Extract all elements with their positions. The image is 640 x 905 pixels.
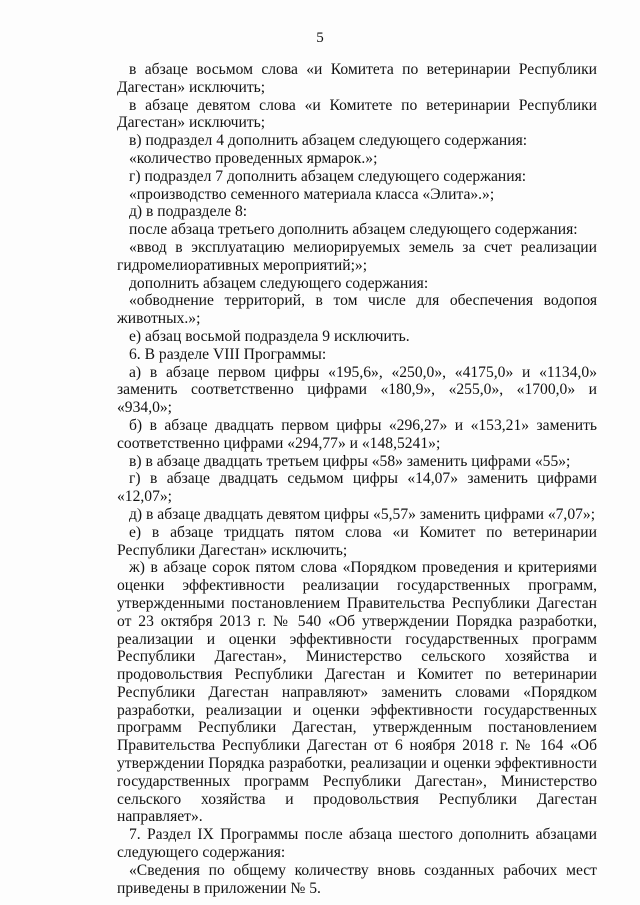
paragraph: б) в абзаце двадцать первом цифры «296,27» и «153,21» заменить соответственно цифрами «294,77» и «148,5241»; [117, 416, 597, 452]
paragraph: д) в подразделе 8: [129, 203, 248, 221]
paragraph: дополнить абзацем следующего содержания: [129, 274, 429, 292]
paragraph: в абзаце девятом слова «и Комитете по ветеринарии Республики Дагестан» исключить; [117, 96, 597, 132]
paragraph: а) в абзаце первом цифры «195,6», «250,0», «4175,0» и «1134,0» заменить соответственно цифрами «180,9», «255,0», «1700,0» и «934,0»; [117, 363, 597, 417]
paragraph: е) абзац восьмой подраздела 9 исключить. [129, 327, 410, 345]
paragraph: «количество проведенных ярмарок.»; [129, 149, 378, 167]
paragraph: после абзаца третьего дополнить абзацем следующего содержания: [129, 221, 578, 239]
paragraph: в абзаце восьмом слова «и Комитета по ветеринарии Республики Дагестан» исключить; [117, 61, 597, 96]
paragraph: д) в абзаце двадцать девятом цифры «5,57» заменить цифрами «7,07»; [129, 505, 596, 523]
paragraph: ж) в абзаце сорок пятом слова «Порядком проведения и критериями оценки эффективности реализации государственных программ, утвержденными постановлением Правительства Республики Дагестан от 23 октября 2013 г. № 540 «Об утверждении Порядка разработки, реализации и оценки эффективности государственных программ Республики Дагестан», Министерство сельского хозяйства и продовольствия Республики Дагестан и Комитет по ветеринарии Республики Дагестан направляют» заменить словами «Порядком разработки, реализации и оценки эффективности государственных программ Республики Дагестан, утвержденным постановлением Правительства Республики Дагестан от 6 ноября 2018 г. № 164 «Об утверждении Порядка разработки, реализации и оценки эффективности государственных программ Республики Дагестан», Министерство сельского хозяйства и продовольствия Республики Дагестан направляет». [117, 559, 597, 826]
paragraph: 7. Раздел IX Программы после абзаца шестого дополнить абзацами следующего содержания: [117, 826, 597, 862]
page-number: 5 [316, 30, 324, 46]
paragraph: «производство семенного материала класса «Элита».»; [129, 185, 495, 203]
paragraph: «ввод в эксплуатацию мелиорируемых земель за счет реализации гидромелиоративных мероприятий;»; [117, 238, 597, 274]
paragraph: г) подраздел 7 дополнить абзацем следующего содержания: [129, 167, 527, 185]
paragraph: в) в абзаце двадцать третьем цифры «58» заменить цифрами «55»; [129, 452, 571, 470]
document-body [117, 61, 597, 897]
paragraph: в) подраздел 4 дополнить абзацем следующего содержания: [129, 132, 528, 150]
paragraph: г) в абзаце двадцать седьмом цифры «14,07» заменить цифрами «12,07»; [117, 470, 597, 506]
paragraph: е) в абзаце тридцать пятом слова «и Комитет по ветеринарии Республики Дагестан» исключить; [117, 523, 597, 559]
paragraph: «Сведения по общему количеству вновь созданных рабочих мест приведены в приложении № 5. [117, 861, 597, 897]
paragraph: «обводнение территорий, в том числе для обеспечения водопоя животных.»; [117, 292, 597, 328]
paragraph: 6. В разделе VIII Программы: [129, 345, 327, 363]
